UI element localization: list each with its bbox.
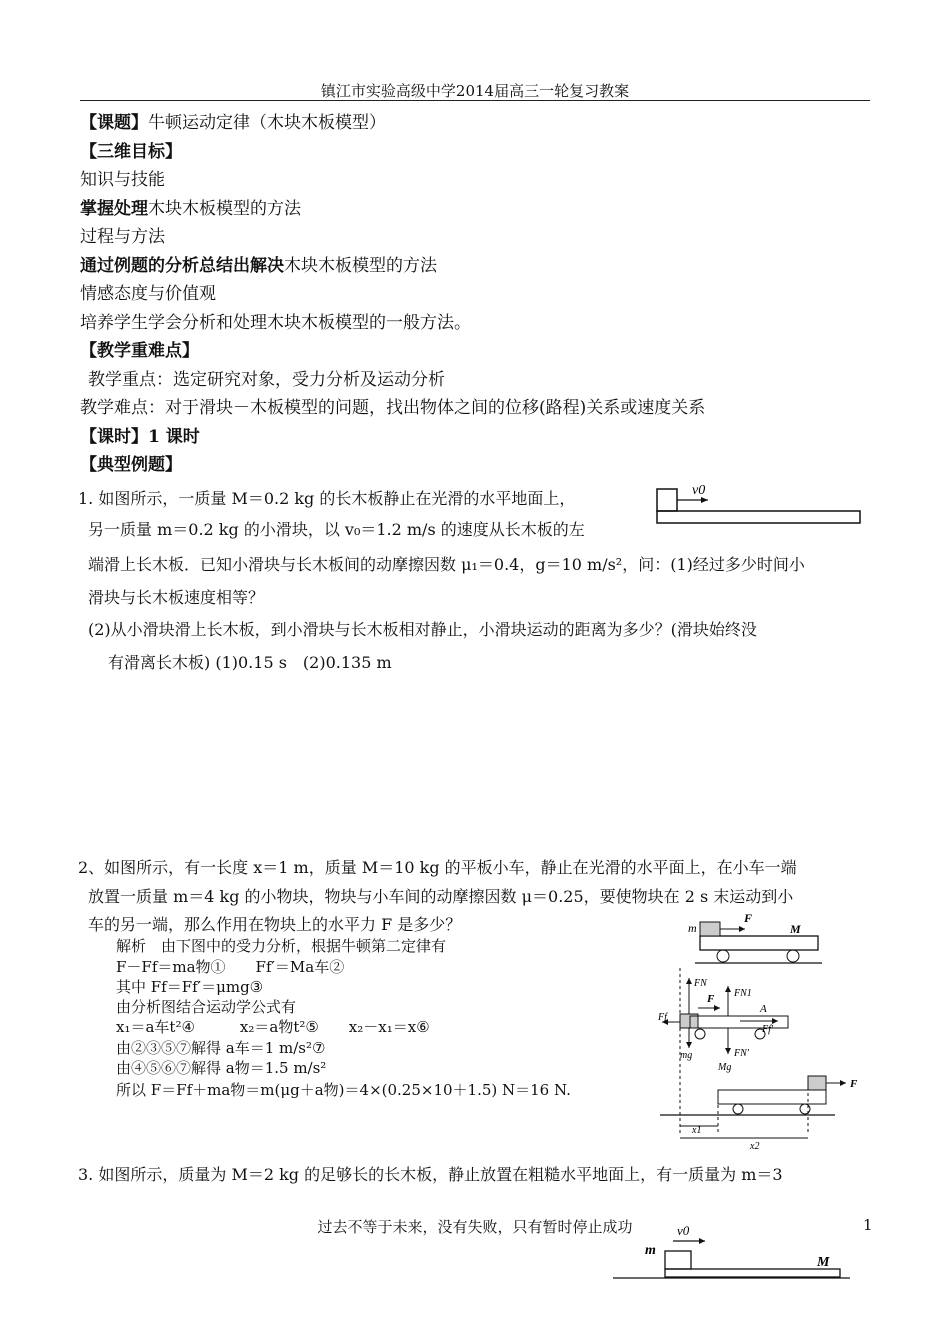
solution-line: 其中 Ff＝Ff′＝μmg③	[116, 978, 264, 996]
page-header: 镇江市实验高级中学2014届高三一轮复习教案	[320, 82, 630, 100]
goal-line	[80, 194, 301, 219]
q2-figure	[650, 908, 865, 1153]
normal-force-icon	[686, 978, 692, 984]
q1-answer: 有滑离长木板) (1)0.15 s (2)0.135 m	[108, 653, 392, 672]
fig-label: mg	[680, 1050, 693, 1061]
fig-label: Mg	[718, 1062, 732, 1073]
fig-label: F	[850, 1078, 858, 1090]
q2-line: 2、如图所示，有一长度 x＝1 m，质量 M＝10 kg 的平板小车，静止在光滑的水平面上，在小车一端	[78, 858, 797, 877]
hard-point: 教学难点：对于滑块－木板模型的问题，找出物体之间的位移(路程)关系或速度关系	[80, 398, 706, 418]
q3-figure	[605, 1222, 855, 1294]
fig-label: F	[707, 993, 715, 1005]
fig-label: F	[744, 911, 753, 925]
goal-title: 过程与方法	[80, 227, 165, 247]
cart	[700, 936, 818, 950]
fig-label: FN1	[734, 988, 752, 999]
fig-label: x1	[692, 1125, 702, 1136]
goal-text: 木块木板模型的方法	[284, 256, 437, 276]
goal-bold: 掌握处理	[80, 199, 148, 219]
cart-moved	[718, 1090, 826, 1104]
q1-figure	[650, 478, 865, 528]
force-arrow-icon	[739, 926, 745, 932]
fig-label: M	[817, 1255, 830, 1270]
page-number: 1	[863, 1216, 873, 1234]
page-footer: 过去不等于未来，没有失败，只有暂时停止成功	[317, 1218, 633, 1236]
q1-line: 另一质量 m＝0.2 kg 的小滑块，以 v₀＝1.2 m/s 的速度从长木板的左	[88, 520, 585, 539]
goal-text: 培养学生学会分析和处理木块木板模型的一般方法。	[80, 313, 471, 333]
q1-line: (2)从小滑块滑上长木板，到小滑块与长木板相对静止，小滑块运动的距离为多少？(滑块始终没	[88, 620, 757, 639]
class-hours-text: 1 课时	[148, 427, 200, 447]
examples-heading: 【典型例题】	[80, 455, 182, 475]
block	[657, 489, 677, 511]
goal-text: 木块木板模型的方法	[148, 199, 301, 219]
board	[657, 511, 860, 523]
fig-label: m	[688, 921, 697, 935]
q1-line: 滑块与长木板速度相等？	[88, 588, 265, 607]
q2-line: 放置一质量 m＝4 kg 的小物块，物块与小车间的动摩擦因数 μ＝0.25，要使物块在 2 s 末运动到小	[88, 887, 794, 906]
v0-label: v0	[692, 483, 706, 498]
velocity-arrow-icon	[699, 1238, 705, 1244]
q3-line: 3. 如图所示，质量为 M＝2 kg 的足够长的长木板，静止放置在粗糙水平地面上，有一质量为 m＝3	[78, 1165, 783, 1184]
header-rule	[80, 100, 870, 101]
q1-line: 1. 如图所示，一质量 M＝0.2 kg 的长木板静止在光滑的水平地面上，	[78, 489, 576, 508]
difficulty-heading: 【教学重难点】	[80, 341, 199, 361]
key-point: 教学重点：选定研究对象，受力分析及运动分析	[88, 370, 445, 390]
goal-title: 知识与技能	[80, 170, 165, 190]
q2-line: 车的另一端，那么作用在物块上的水平力 F 是多少？	[88, 915, 462, 934]
solution-line: x₁＝a车t²④ x₂＝a物t²⑤ x₂－x₁＝x⑥	[116, 1018, 430, 1036]
solution-line: F－Ff＝ma物① Ff′＝Ma车②	[116, 958, 345, 976]
goals-heading: 【三维目标】	[80, 142, 182, 162]
topic-line	[80, 108, 386, 133]
fig-label: FN	[694, 978, 707, 989]
q1-line: 端滑上长木板．已知小滑块与长木板间的动摩擦因数 μ₁＝0.4，g＝10 m/s²，问：(1)经过多少时间小	[88, 555, 805, 574]
fig-label: FN′	[734, 1048, 749, 1059]
goal-title: 情感态度与价值观	[80, 284, 216, 304]
goal-line	[80, 251, 437, 276]
block	[665, 1251, 691, 1269]
board	[665, 1269, 840, 1277]
fig-label: Ff	[658, 1012, 667, 1023]
topic-text: 牛顿运动定律（木块木板模型）	[148, 113, 386, 133]
block	[700, 922, 720, 936]
goal-bold: 通过例题的分析总结出解决	[80, 256, 284, 276]
fig-label: x2	[750, 1141, 760, 1152]
solution-line: 由④⑤⑥⑦解得 a物＝1.5 m/s²	[116, 1059, 327, 1077]
class-hours-label: 【课时】	[80, 427, 148, 447]
class-hours	[80, 422, 200, 447]
solution-line: 所以 F＝Ff＋ma物＝m(μg＋a物)＝4×(0.25×10＋1.5) N＝16 N.	[116, 1081, 571, 1099]
fig-label: M	[790, 922, 801, 936]
fig-label: Ff′	[762, 1024, 774, 1035]
solution-line: 解析 由下图中的受力分析，根据牛顿第二定律有	[116, 937, 447, 955]
fig-label: A	[760, 1003, 767, 1015]
fig-label: v0	[677, 1223, 690, 1238]
solution-line: 由分析图结合运动学公式有	[116, 998, 297, 1016]
fig-label: m	[645, 1243, 656, 1258]
topic-label: 【课题】	[80, 113, 148, 133]
solution-line: 由②③⑤⑦解得 a车＝1 m/s²⑦	[116, 1039, 326, 1057]
